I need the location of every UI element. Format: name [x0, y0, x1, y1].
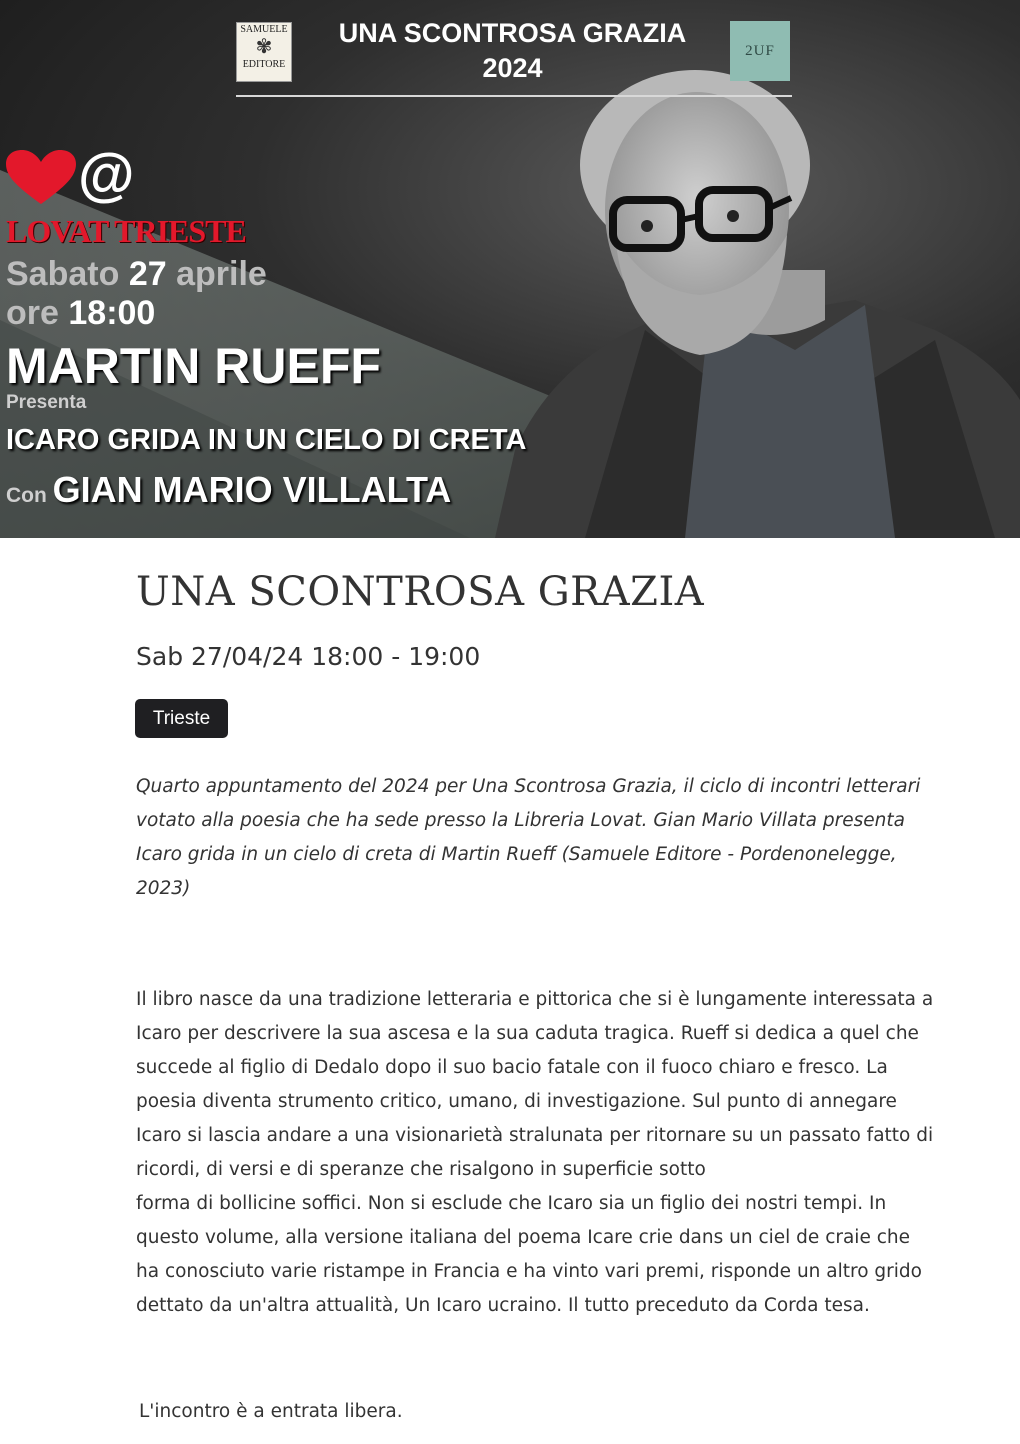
presents-label: Presenta: [6, 392, 87, 413]
banner-divider: [236, 95, 792, 97]
location-tag[interactable]: Trieste: [135, 699, 228, 738]
author-name: MARTIN RUEFF: [6, 338, 381, 394]
event-date: Sabato 27 aprile: [6, 255, 267, 293]
author-portrait: [495, 60, 1020, 538]
venue-name: LOVAT TRIESTE: [6, 213, 246, 249]
event-time: ore 18:00: [6, 294, 156, 332]
body-paragraph: Il libro nasce da una tradizione letteraria e pittorica che si è lungamente interessata a Icaro per descrivere la sua ascesa e la sua caduta tragica. Rueff si dedica a quel che succede al figlio di Dedalo dopo il suo bacio fatale con il fuoco chiaro e fresco. La poesia diventa strumento critico, umano, di investigazione. Sul punto di annegare Icaro si lascia andare a una visionarietà stralunata per ritornare su un passato fatto di ricordi, di versi e di speranze che risalgono in superficie sotto forma di bollicine soffici. Non si esclude che Icaro sia un figlio dei nostri tempi. In questo volume, alla versione italiana del poema Icare crie dans un ciel de craie che ha conosciuto varie ristampe in Francia e ha vinto vari premi, risponde un altro grido dettato da un'altra attualità, Un Icaro ucraino. Il tutto preceduto da Corda tesa.: [136, 989, 934, 1316]
intro-paragraph: Quarto appuntamento del 2024 per Una Scontrosa Grazia, il ciclo di incontri letterari votato alla poesia che ha sede presso la Libreria Lovat. Gian Mario Villata presenta Icaro grida in un cielo di creta di Martin Rueff (Samuele Editore - Pordenonelegge, 2023): [136, 776, 921, 899]
partner-logo: 2UF: [730, 21, 790, 81]
at-icon: @: [78, 142, 135, 207]
entry-note: L'incontro è a entrata libera.: [139, 1401, 403, 1422]
publisher-logo: SAMUELE ✾ EDITORE: [236, 22, 292, 82]
heart-icon: [6, 150, 76, 206]
guest-line: Con GIAN MARIO VILLALTA: [6, 469, 452, 510]
bee-icon: ✾: [255, 36, 273, 58]
page-title: UNA SCONTROSA GRAZIA: [136, 569, 705, 615]
banner-title: UNA SCONTROSA GRAZIA 2024: [338, 18, 687, 83]
event-banner: [0, 0, 1020, 538]
guest-name: GIAN MARIO VILLALTA: [52, 469, 452, 510]
book-title: ICARO GRIDA IN UN CIELO DI CRETA: [6, 424, 527, 456]
event-datetime: Sab 27/04/24 18:00 - 19:00: [136, 642, 481, 671]
